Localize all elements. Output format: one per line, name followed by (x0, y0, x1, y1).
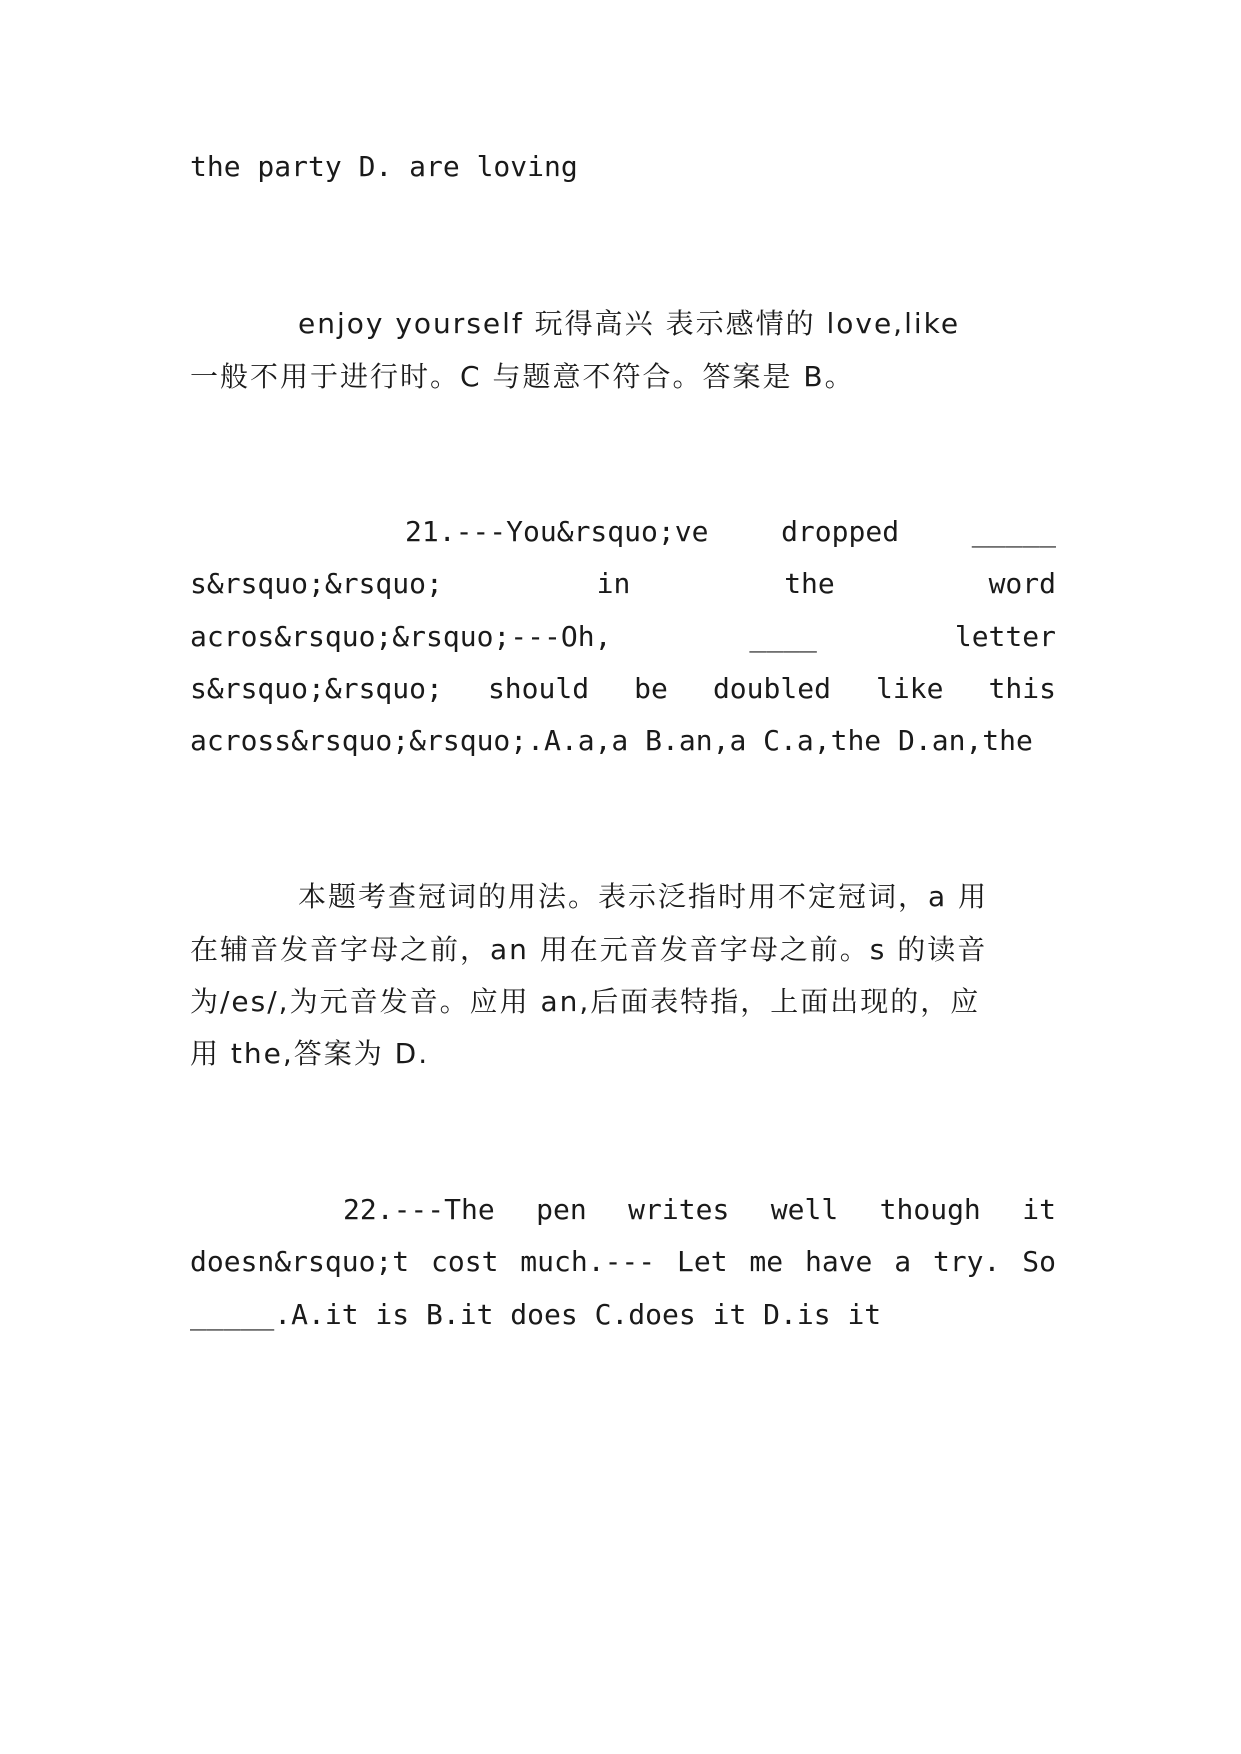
word: letter (954, 620, 1056, 653)
question-22-options: _____.A.it is B.it does C.does it D.is it (190, 1298, 882, 1331)
answer-21-line-3: 为/es/,为元音发音。应用 an,后面表特指，上面出现的，应 (190, 985, 981, 1018)
word: a (894, 1245, 912, 1278)
text-line: enjoy yourself 玩得高兴 表示感情的 love,like (298, 307, 961, 340)
word: doesn&rsquo;t (190, 1245, 410, 1278)
word: pen (536, 1193, 587, 1226)
word: 22.---The (343, 1193, 495, 1226)
blank: ____ (749, 620, 817, 653)
question-21-line-1 (405, 515, 1056, 549)
question-21-line-4 (190, 672, 1056, 706)
word: try. (932, 1245, 1001, 1278)
question-22-line-1 (343, 1193, 1056, 1227)
word: So (1022, 1245, 1056, 1278)
word: the (784, 567, 835, 600)
word: 21.---You&rsquo;ve (405, 515, 709, 548)
word: doubled (712, 672, 831, 705)
word: much.--- (520, 1245, 656, 1278)
word: have (804, 1245, 873, 1278)
word: like (876, 672, 944, 705)
word: this (988, 672, 1056, 705)
word: acros&rsquo;&rsquo;---Oh, (190, 620, 612, 653)
word: though (879, 1193, 981, 1226)
answer-21-line-2: 在辅音发音字母之前，an 用在元音发音字母之前。s 的读音 (190, 933, 988, 966)
question-22-line-2 (190, 1245, 1056, 1279)
word: well (770, 1193, 839, 1226)
text-line: 一般不用于进行时。C 与题意不符合。答案是 B。 (190, 360, 855, 393)
blank: _____ (971, 515, 1056, 548)
word: Let (676, 1245, 728, 1278)
text-line: the party D. are loving (190, 150, 578, 183)
word: be (634, 672, 668, 705)
word: should (487, 672, 590, 705)
word: me (749, 1245, 784, 1278)
word: word (988, 567, 1056, 600)
word: cost (431, 1245, 499, 1278)
answer-21-line-1: 本题考查冠词的用法。表示泛指时用不定冠词，a 用 (298, 880, 989, 913)
question-21-line-3 (190, 620, 1056, 654)
word: in (596, 567, 631, 600)
word: writes (628, 1193, 730, 1226)
word: dropped (781, 515, 900, 548)
question-21-line-2 (190, 567, 1056, 601)
word: s&rsquo;&rsquo; (190, 567, 443, 600)
word: s&rsquo;&rsquo; (190, 672, 443, 705)
answer-21-line-4: 用 the,答案为 D. (190, 1037, 430, 1070)
question-21-options: across&rsquo;&rsquo;.A.a,a B.an,a C.a,the D.an,the (190, 724, 1033, 757)
word: it (1022, 1193, 1056, 1226)
